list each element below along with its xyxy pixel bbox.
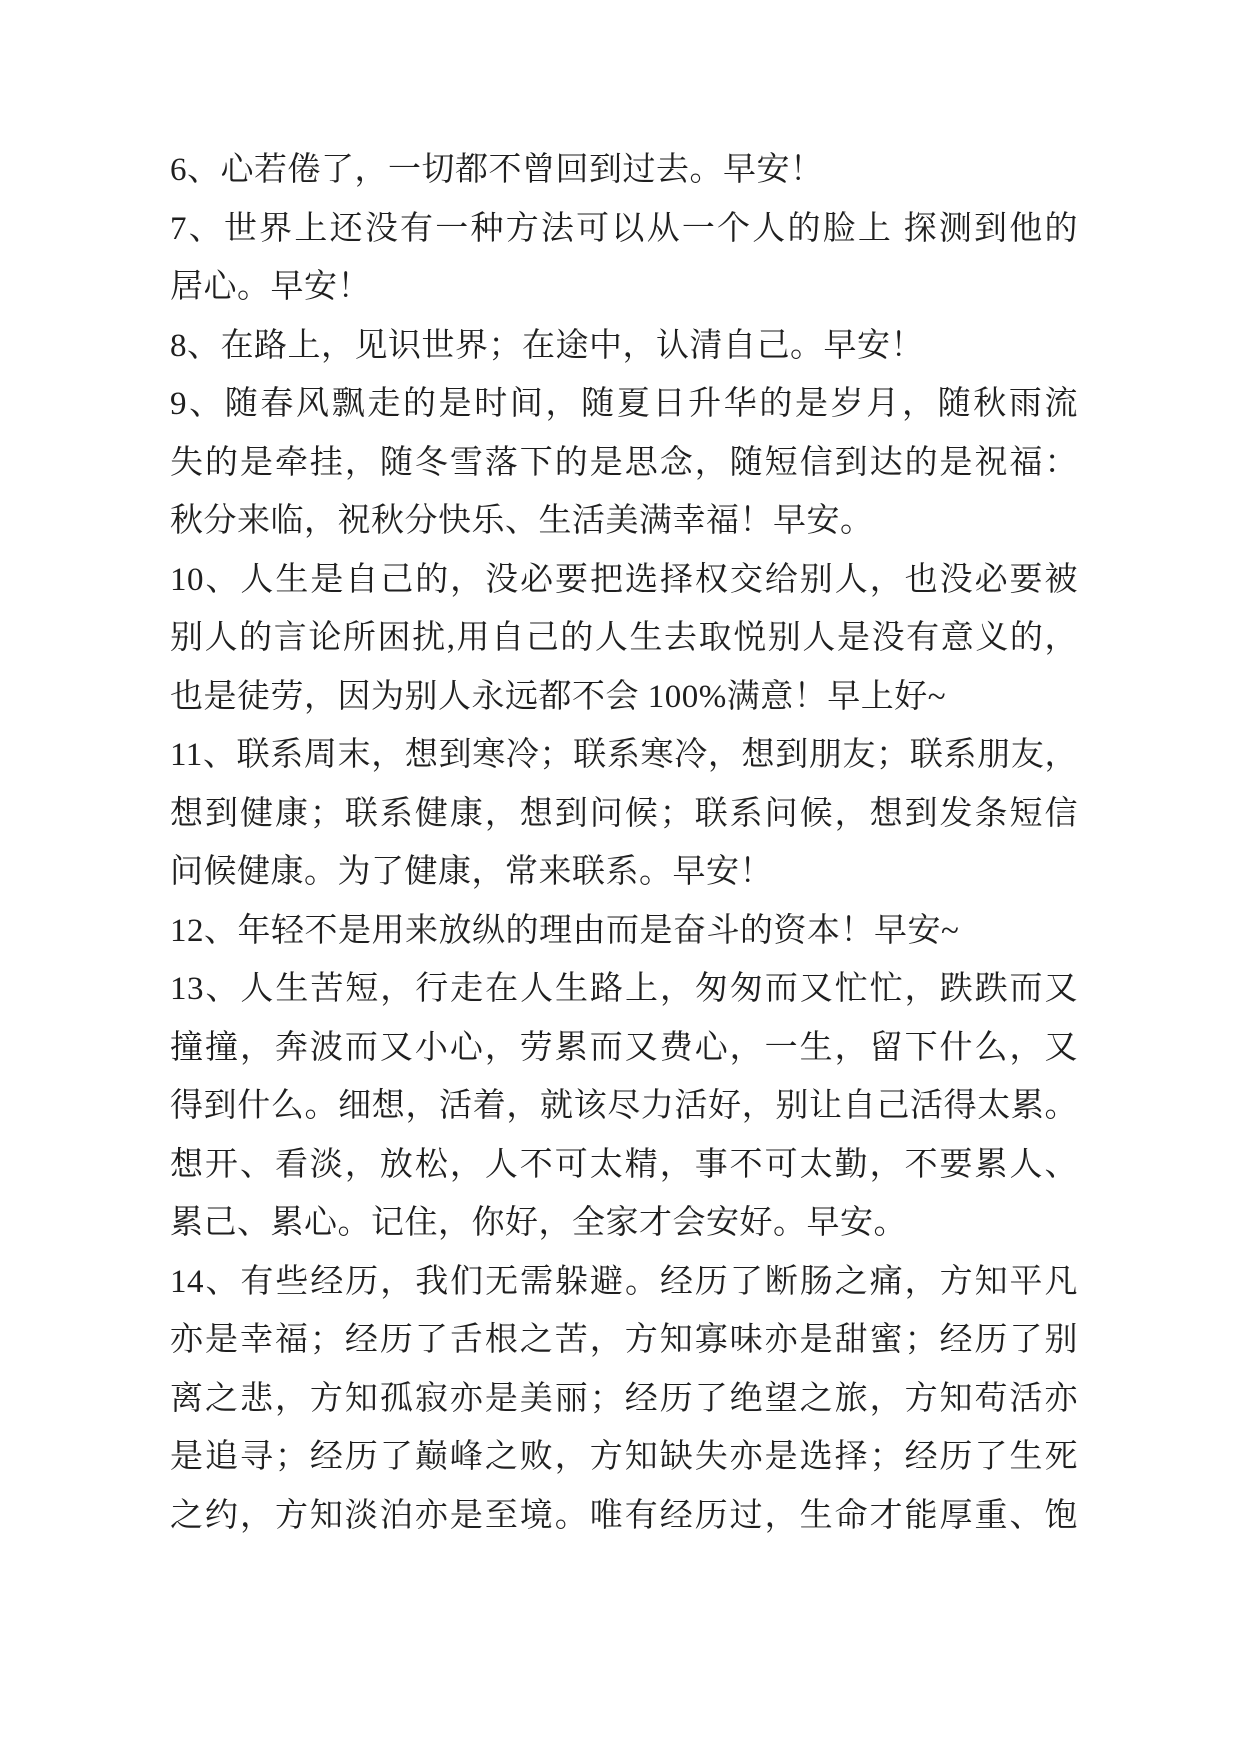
quote-item-13 [170,960,1078,1253]
text-line: 6、心若倦了，一切都不曾回到过去。早安！ [170,152,824,188]
text-line: 得到什么。细想，活着，就该尽力活好，别让自己活得太累。 [170,1088,1078,1124]
text-line: 也是徒劳，因为别人永远都不会 100%满意！早上好~ [170,678,947,715]
text-line: 亦是幸福；经历了舌根之苦，方知寡味亦是甜蜜；经历了别 [170,1322,1078,1358]
text-line: 想到健康；联系健康，想到问候；联系问候，想到发条短信 [170,795,1078,832]
text-line: 居心。早安！ [170,269,371,305]
text-line: 12、年轻不是用来放纵的理由而是奋斗的资本！早安~ [170,912,960,949]
text-line: 问候健康。为了健康，常来联系。早安！ [170,854,773,890]
text-line: 14、有些经历，我们无需躲避。经历了断肠之痛，方知平凡 [170,1263,1078,1300]
quote-item-6 [170,141,1078,200]
text-line: 是追寻；经历了巅峰之败，方知缺失亦是选择；经历了生死 [170,1439,1078,1475]
text-line: 秋分来临，祝秋分快乐、生活美满幸福！早安。 [170,503,874,539]
text-line: 13、人生苦短，行走在人生路上，匆匆而又忙忙，跌跌而又 [170,971,1078,1007]
quote-item-11 [170,726,1078,902]
text-line: 别人的言论所困扰,用自己的人生去取悦别人是没有意义的， [170,620,1078,656]
quote-item-7 [170,200,1078,317]
text-line: 7、世界上还没有一种方法可以从一个人的脸上 探测到他的 [170,210,1078,247]
text-line: 失的是牵挂，随冬雪落下的是思念，随短信到达的是祝福： [170,444,1078,481]
quote-item-12 [170,902,1078,961]
text-line: 9、随春风飘走的是时间，随夏日升华的是岁月，随秋雨流 [170,386,1078,422]
text-line: 累己、累心。记住，你好，全家才会安好。早安。 [170,1205,907,1241]
text-line: 11、联系周末，想到寒冷；联系寒冷，想到朋友；联系朋友， [170,737,1078,773]
text-line: 10、人生是自己的，没必要把选择权交给别人，也没必要被 [170,561,1078,598]
text-line: 8、在路上，见识世界；在途中，认清自己。早安！ [170,327,924,364]
text-block [170,141,1078,1545]
text-line: 之约，方知淡泊亦是至境。唯有经历过，生命才能厚重、饱 [170,1497,1078,1534]
text-line: 想开、看淡，放松，人不可太精，事不可太勤，不要累人、 [170,1146,1078,1183]
text-line: 离之悲，方知孤寂亦是美丽；经历了绝望之旅，方知苟活亦 [170,1380,1078,1417]
quote-item-10 [170,551,1078,727]
quote-item-8 [170,317,1078,376]
quote-item-9 [170,375,1078,551]
quote-item-14 [170,1253,1078,1546]
text-line: 撞撞，奔波而又小心，劳累而又费心，一生，留下什么，又 [170,1029,1078,1066]
